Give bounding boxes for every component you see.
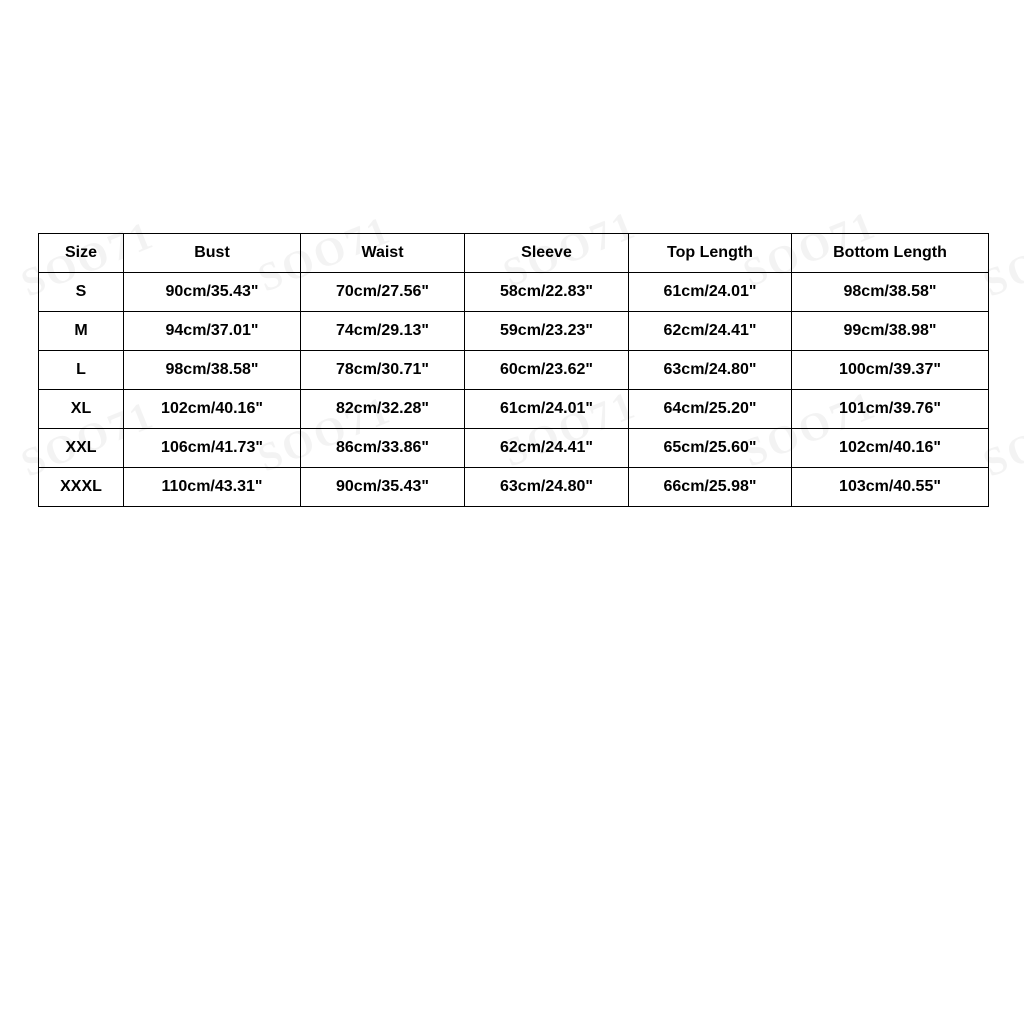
bottom-length-cell: 100cm/39.37" <box>792 351 989 390</box>
waist-cell: 86cm/33.86" <box>301 429 465 468</box>
header-size: Size <box>39 234 124 273</box>
top-length-cell: 62cm/24.41" <box>629 312 792 351</box>
sleeve-cell: 60cm/23.62" <box>465 351 629 390</box>
header-bust: Bust <box>124 234 301 273</box>
size-cell: S <box>39 273 124 312</box>
bust-cell: 98cm/38.58" <box>124 351 301 390</box>
table-row <box>39 390 989 429</box>
waist-cell: 74cm/29.13" <box>301 312 465 351</box>
waist-cell: 90cm/35.43" <box>301 468 465 507</box>
size-cell: XXL <box>39 429 124 468</box>
bottom-length-cell: 101cm/39.76" <box>792 390 989 429</box>
header-sleeve: Sleeve <box>465 234 629 273</box>
waist-cell: 70cm/27.56" <box>301 273 465 312</box>
size-cell: L <box>39 351 124 390</box>
bust-cell: 102cm/40.16" <box>124 390 301 429</box>
table-row <box>39 312 989 351</box>
bust-cell: 94cm/37.01" <box>124 312 301 351</box>
header-bottom-length: Bottom Length <box>792 234 989 273</box>
bottom-length-cell: 99cm/38.98" <box>792 312 989 351</box>
bottom-length-cell: 98cm/38.58" <box>792 273 989 312</box>
bottom-length-cell: 103cm/40.55" <box>792 468 989 507</box>
top-length-cell: 61cm/24.01" <box>629 273 792 312</box>
bust-cell: 110cm/43.31" <box>124 468 301 507</box>
sleeve-cell: 63cm/24.80" <box>465 468 629 507</box>
bust-cell: 106cm/41.73" <box>124 429 301 468</box>
table-row <box>39 429 989 468</box>
size-cell: XL <box>39 390 124 429</box>
bust-cell: 90cm/35.43" <box>124 273 301 312</box>
sleeve-cell: 59cm/23.23" <box>465 312 629 351</box>
top-length-cell: 64cm/25.20" <box>629 390 792 429</box>
size-chart-table <box>38 233 989 507</box>
size-cell: XXXL <box>39 468 124 507</box>
header-top-length: Top Length <box>629 234 792 273</box>
top-length-cell: 63cm/24.80" <box>629 351 792 390</box>
table-row <box>39 273 989 312</box>
top-length-cell: 66cm/25.98" <box>629 468 792 507</box>
sleeve-cell: 62cm/24.41" <box>465 429 629 468</box>
table-row <box>39 468 989 507</box>
table-header-row <box>39 234 989 273</box>
sleeve-cell: 61cm/24.01" <box>465 390 629 429</box>
top-length-cell: 65cm/25.60" <box>629 429 792 468</box>
sleeve-cell: 58cm/22.83" <box>465 273 629 312</box>
table-row <box>39 351 989 390</box>
waist-cell: 82cm/32.28" <box>301 390 465 429</box>
header-waist: Waist <box>301 234 465 273</box>
bottom-length-cell: 102cm/40.16" <box>792 429 989 468</box>
size-cell: M <box>39 312 124 351</box>
waist-cell: 78cm/30.71" <box>301 351 465 390</box>
